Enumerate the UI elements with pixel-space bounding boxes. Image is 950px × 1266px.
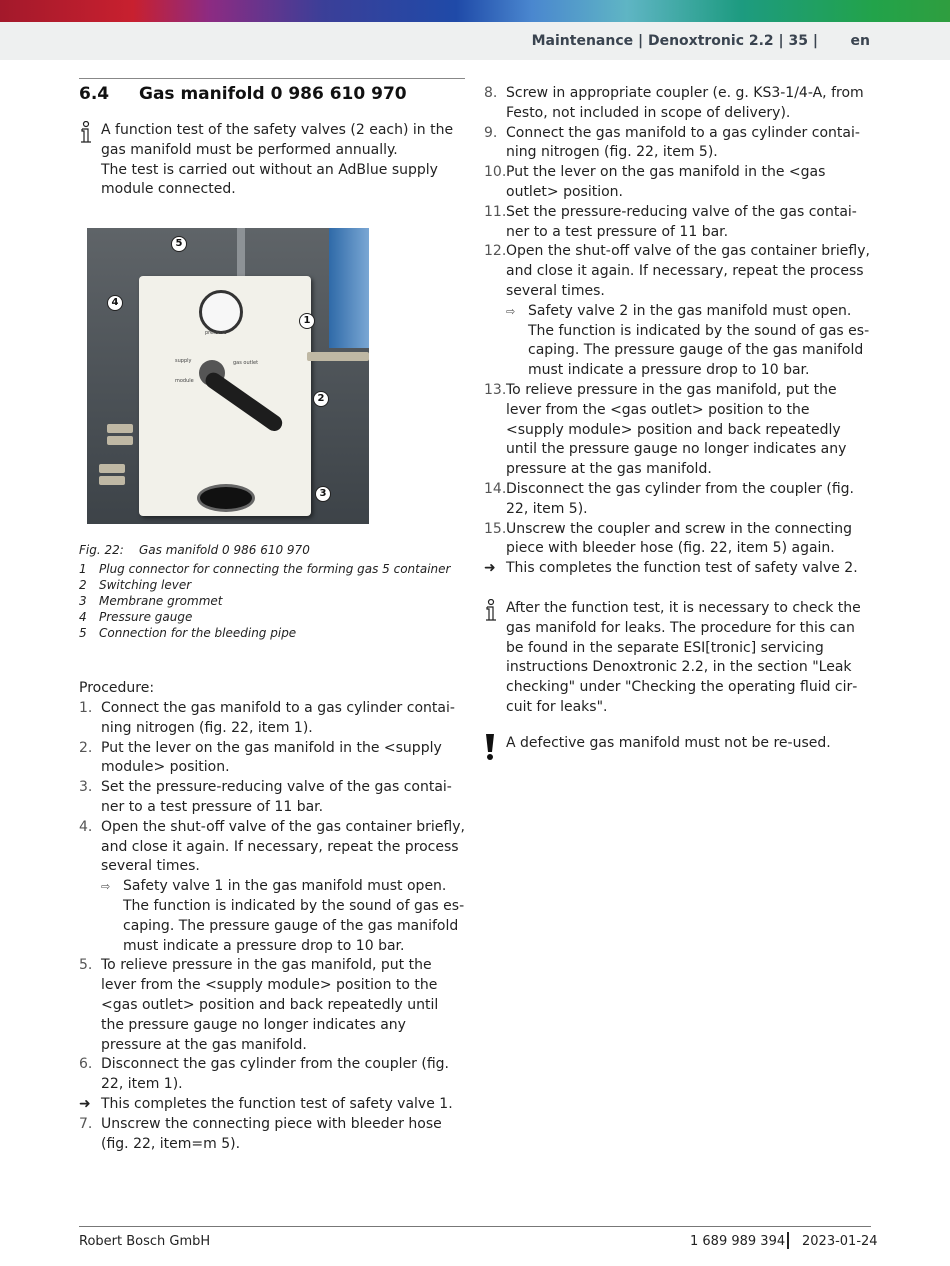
info-note-line1: A function test of the safety valves (2 each) in the gas manifold must be performed annually. bbox=[101, 122, 454, 158]
legend-item: 4 Pressure gauge bbox=[79, 610, 193, 625]
brand-color-band bbox=[0, 0, 950, 22]
info-icon bbox=[79, 121, 101, 200]
callout-3: 3 bbox=[315, 486, 331, 502]
label-gas-outlet: gas outlet bbox=[233, 360, 259, 367]
section-number: 6.4 bbox=[79, 84, 110, 104]
result-arrow-icon: ⇨ bbox=[101, 880, 111, 894]
side-connector bbox=[107, 436, 133, 445]
label-supply-module: supply module bbox=[175, 358, 194, 384]
legend-item: 5 Connection for the bleeding pipe bbox=[79, 626, 297, 641]
figure-title: Gas manifold 0 986 610 970 bbox=[139, 543, 310, 558]
side-connector bbox=[107, 424, 133, 433]
result-item: ⇨ Safety valve 2 in the gas manifold must open. The function is indicated by the sound of gas escaping. The pressure gauge of the gas manifold must indicate a pressure drop to 10 bar. bbox=[506, 302, 871, 381]
gas-cylinder bbox=[329, 228, 369, 348]
callout-2: 2 bbox=[313, 391, 329, 407]
footer-doc-number: 1 689 989 394 bbox=[690, 1234, 786, 1249]
list-item: 12. Open the shut-off valve of the gas container briefly, and close it again. If necessary, repeat the process several times. bbox=[484, 243, 870, 299]
label-pressure: pressure bbox=[205, 330, 227, 337]
footer-separator bbox=[787, 1232, 789, 1249]
list-item: 14. Disconnect the gas cylinder from the coupler (fig. 22, item 5). bbox=[484, 480, 855, 517]
list-item: 15. Unscrew the coupler and screw in the connecting piece with bleeder hose (fig. 22, item 5) again. bbox=[484, 520, 853, 557]
list-item: 2. Put the lever on the gas manifold in the <supply module> position. bbox=[79, 739, 442, 776]
warning-text: A defective gas manifold must not be re-used. bbox=[506, 734, 831, 751]
list-item: 3. Set the pressure-reducing valve of the gas container to a test pressure of 11 bar. bbox=[79, 779, 452, 815]
section-heading bbox=[79, 78, 465, 105]
list-item: 9. Connect the gas manifold to a gas cylinder containing nitrogen (fig. 22, item 5). bbox=[484, 124, 860, 161]
figure-number: Fig. 22: bbox=[79, 543, 124, 558]
warning-note bbox=[484, 734, 871, 764]
list-item: 4. Open the shut-off valve of the gas container briefly, and close it again. If necessary, repeat the process several times. bbox=[79, 818, 465, 875]
list-item: 7. Unscrew the connecting piece with bleeder hose (fig. 22, item=m 5). bbox=[79, 1115, 442, 1152]
right-arrow-icon: ➜ bbox=[79, 1095, 91, 1112]
steps-list-left bbox=[79, 699, 465, 1154]
left-column bbox=[79, 78, 465, 1154]
gas-manifold-photo bbox=[87, 228, 369, 524]
info-note-leak bbox=[484, 599, 871, 718]
header-language: en bbox=[850, 33, 870, 49]
right-column bbox=[484, 84, 871, 764]
plug-connector bbox=[307, 352, 369, 361]
info-note bbox=[79, 121, 465, 200]
figure-legend bbox=[79, 561, 465, 641]
footer-company: Robert Bosch GmbH bbox=[79, 1234, 211, 1249]
result-arrow-icon: ⇨ bbox=[506, 304, 516, 318]
legend-item: 2 Switching lever bbox=[79, 578, 192, 593]
info-note-text: After the function test, it is necessary to check the gas manifold for leaks. The procedure for this can be found in the separate ESI[tronic] servicing instructions Denoxtronic 2.2, in the section "Leak checking" under "Checking the operating fluid circuit for leaks". bbox=[506, 599, 861, 715]
legend-item: 1 Plug connector for connecting the forming gas 5 container bbox=[79, 562, 451, 577]
list-item: 6. Disconnect the gas cylinder from the coupler (fig. 22, item 1). bbox=[79, 1056, 450, 1093]
section-title: Gas manifold 0 986 610 970 bbox=[139, 84, 407, 104]
header-title: Maintenance | Denoxtronic 2.2 | 35 | bbox=[531, 33, 818, 49]
footer-date: 2023-01-24 bbox=[802, 1234, 878, 1249]
side-connector bbox=[99, 476, 125, 485]
info-note-line2: The test is carried out without an AdBlue supply module connected. bbox=[101, 161, 438, 198]
completion-line: ➜ This completes the function test of safety valve 2. bbox=[484, 559, 871, 579]
result-item: ⇨ Safety valve 1 in the gas manifold must open. The function is indicated by the sound of gas escaping. The pressure gauge of the gas manifold must indicate a pressure drop to 10 bar. bbox=[101, 877, 465, 956]
membrane-grommet bbox=[197, 484, 255, 512]
list-item: 5. To relieve pressure in the gas manifold, put the lever from the <supply module> position to the <gas outlet> position and back repeatedly until the pressure gauge no longer indicates any pressure at the gas manifold. bbox=[79, 957, 439, 1053]
side-connector bbox=[99, 464, 125, 473]
callout-5: 5 bbox=[171, 236, 187, 252]
legend-item: 3 Membrane grommet bbox=[79, 594, 223, 609]
list-item: 11. Set the pressure-reducing valve of the gas container to a test pressure of 11 bar. bbox=[484, 203, 857, 240]
callout-4: 4 bbox=[107, 295, 123, 311]
right-arrow-icon: ➜ bbox=[484, 560, 496, 577]
list-item: 13. To relieve pressure in the gas manifold, put the lever from the <gas outlet> position to the <supply module> position and back repeatedly until the pressure gauge no longer indicates any pressure at the gas manifold. bbox=[484, 381, 847, 478]
completion-line: ➜ This completes the function test of safety valve 1. bbox=[79, 1095, 465, 1115]
footer-divider bbox=[79, 1226, 871, 1227]
list-item: 8. Screw in appropriate coupler (e. g. KS3-1/4-A, from Festo, not included in scope of delivery). bbox=[484, 85, 864, 121]
callout-1: 1 bbox=[299, 313, 315, 329]
list-item: 1. Connect the gas manifold to a gas cylinder containing nitrogen (fig. 22, item 1). bbox=[79, 699, 455, 736]
figure-caption bbox=[79, 542, 465, 641]
list-item: 10. Put the lever on the gas manifold in the <gas outlet> position. bbox=[484, 164, 826, 200]
exclamation-icon bbox=[484, 734, 506, 764]
info-icon bbox=[484, 599, 506, 718]
procedure-label: Procedure: bbox=[79, 680, 155, 697]
